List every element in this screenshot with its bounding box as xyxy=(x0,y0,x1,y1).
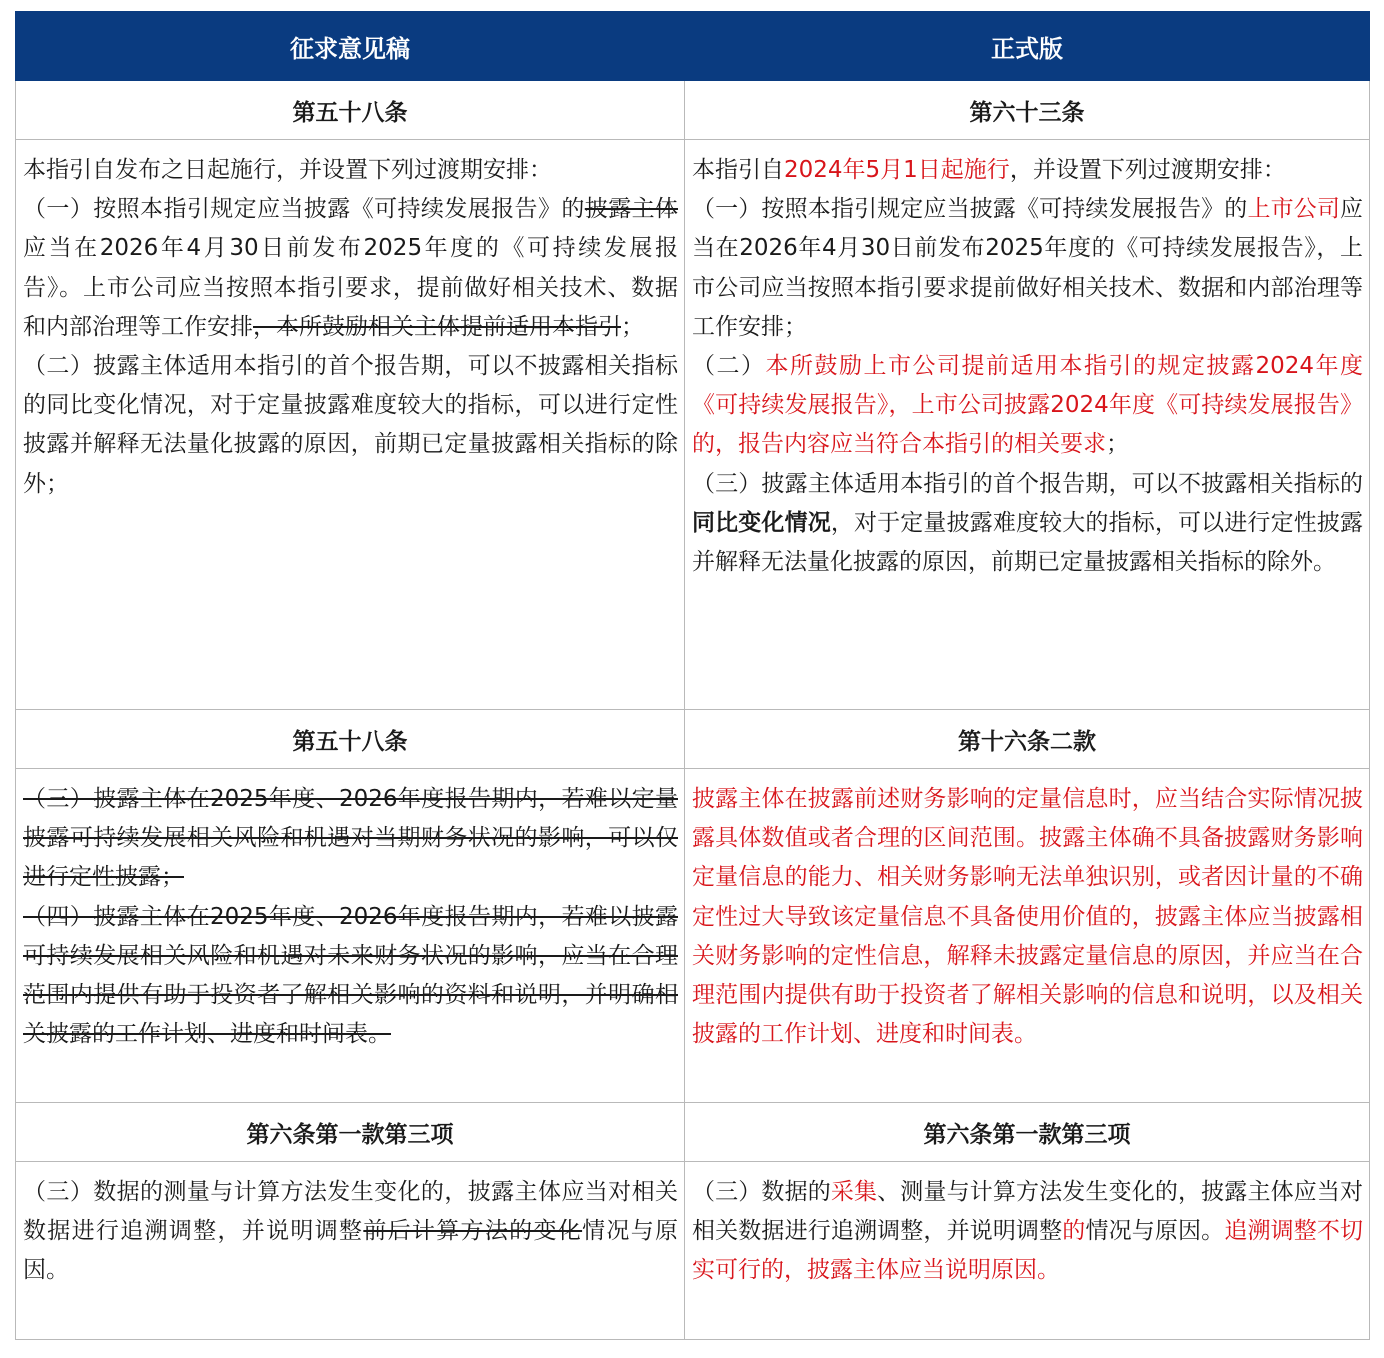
row2-draft-text: （三）披露主体在2025年度、2026年度报告期内，若难以定量披露可持续发展相关风险和机遇对当期财务状况的影响，可以仅进行定性披露； （四）披露主体在2025年度、2026年度报告期内，若难以披露可持续发展相关风险和机遇对未来财务状况的影响，应当在合理范围内提供有助于投资者了解相关影响的资料和说明，并明确相关披露的工作计划、进度和时间表。 xyxy=(16,769,685,1103)
row3-draft-text: （三）数据的测量与计算方法发生变化的，披露主体应当对相关数据进行追溯调整，并说明调整前后计算方法的变化情况与原因。 xyxy=(16,1162,685,1340)
row1-draft-text: 本指引自发布之日起施行，并设置下列过渡期安排： （一）按照本指引规定应当披露《可持续发展报告》的披露主体应当在2026年4月30日前发布2025年度的《可持续发展报告》。上市公司应当按照本指引要求，提前做好相关技术、数据和内部治理等工作安排，本所鼓励相关主体提前适用本指引； （二）披露主体适用本指引的首个报告期，可以不披露相关指标的同比变化情况，对于定量披露难度较大的指标，可以进行定性披露并解释无法量化披露的原因，前期已定量披露相关指标的除外； xyxy=(16,140,685,710)
row1-final-article: 第六十三条 xyxy=(685,81,1370,140)
row1-draft-article: 第五十八条 xyxy=(16,81,685,140)
row3-draft-article: 第六条第一款第三项 xyxy=(16,1103,685,1162)
row2-final-article: 第十六条二款 xyxy=(685,710,1370,769)
header-draft: 征求意见稿 xyxy=(16,12,685,81)
row3-final-text: （三）数据的采集、测量与计算方法发生变化的，披露主体应当对相关数据进行追溯调整，并说明调整的情况与原因。追溯调整不切实可行的，披露主体应当说明原因。 xyxy=(685,1162,1370,1340)
row3-final-article: 第六条第一款第三项 xyxy=(685,1103,1370,1162)
row1-final-text: 本指引自2024年5月1日起施行，并设置下列过渡期安排： （一）按照本指引规定应当披露《可持续发展报告》的上市公司应当在2026年4月30日前发布2025年度的《可持续发展报告》，上市公司应当按照本指引要求提前做好相关技术、数据和内部治理等工作安排； （二）本所鼓励上市公司提前适用本指引的规定披露2024年度《可持续发展报告》，上市公司披露2024年度《可持续发展报告》的，报告内容应当符合本指引的相关要求； （三）披露主体适用本指引的首个报告期，可以不披露相关指标的同比变化情况，对于定量披露难度较大的指标，可以进行定性披露并解释无法量化披露的原因，前期已定量披露相关指标的除外。 xyxy=(685,140,1370,710)
header-final: 正式版 xyxy=(685,12,1370,81)
row2-draft-article: 第五十八条 xyxy=(16,710,685,769)
row2-final-text: 披露主体在披露前述财务影响的定量信息时，应当结合实际情况披露具体数值或者合理的区间范围。披露主体确不具备披露财务影响定量信息的能力、相关财务影响无法单独识别，或者因计量的不确定性过大导致该定量信息不具备使用价值的，披露主体应当披露相关财务影响的定性信息，解释未披露定量信息的原因，并应当在合理范围内提供有助于投资者了解相关影响的信息和说明，以及相关披露的工作计划、进度和时间表。 xyxy=(685,769,1370,1103)
comparison-table xyxy=(15,11,1370,1340)
